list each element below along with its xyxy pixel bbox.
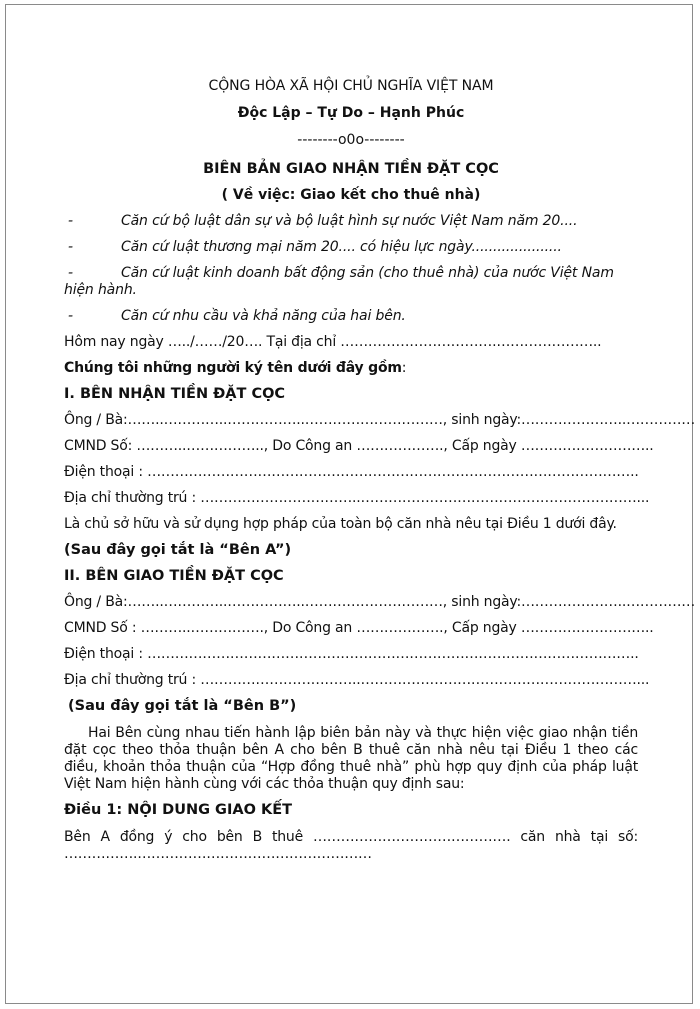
agreement-paragraph: Hai Bên cùng nhau tiến hành lập biên bản này và thực hiện việc giao nhận tiền đặt cọc theo thỏa thuận bên A cho bên B thuê căn nhà nêu tại Điều 1 theo các điều, khoản thỏa thuận của “Hợp đồng thuê nhà” phù hợp quy định của pháp luật Việt Nam hiện hành cùng với các thỏa thuận quy định sau: [64, 725, 638, 792]
party-b-alias: (Sau đây gọi tắt là “Bên B”) [68, 698, 297, 714]
intro-line [64, 360, 638, 377]
party-b-heading: II. BÊN GIAO TIỀN ĐẶT CỌC [64, 568, 284, 584]
intro-colon: : [401, 360, 407, 376]
motto: Độc Lập – Tự Do – Hạnh Phúc [237, 105, 465, 121]
article-1-heading: Điều 1: NỘI DUNG GIAO KẾT [64, 802, 292, 818]
party-b-id-line: CMND Số : ………..……………., Do Công an ………………., Cấp ngày ……………………….. [64, 620, 654, 636]
intro-text: Chúng tôi những người ký tên dưới đây gồm [64, 360, 402, 376]
document-subtitle: ( Về việc: Giao kết cho thuê nhà) [221, 187, 481, 203]
party-b-name-line: Ông / Bà:……..…………..……………..…………………………, sinh ngày:…………………..…………… [64, 594, 696, 610]
legal-basis-item [64, 239, 638, 256]
date-line: Hôm nay ngày …../……/20…. Tại địa chỉ …………………………….………………….. [64, 334, 602, 350]
party-a-id-line: CMND Số: ………..…………….., Do Công an ………………., Cấp ngày ……………………….. [64, 438, 654, 454]
legal-basis-item [64, 265, 638, 299]
legal-basis-text: Căn cứ luật thương mại năm 20.... có hiệu lực ngày..................... [121, 239, 562, 255]
legal-basis-item [64, 213, 638, 230]
party-b-phone-line: Điện thoại : …………………………………………………………………………………………….. [64, 646, 639, 662]
party-a-phone-line: Điện thoại : …………………………………………………………………………………………….. [64, 464, 639, 480]
party-a-alias: (Sau đây gọi tắt là “Bên A”) [64, 542, 292, 558]
article-1-text: Bên A đồng ý cho bên B thuê ……………………………………. căn nhà tại số: …………….…………………………………………… [64, 829, 638, 862]
legal-basis-text: Căn cứ bộ luật dân sự và bộ luật hình sự nước Việt Nam năm 20.... [121, 213, 578, 229]
party-a-heading: I. BÊN NHẬN TIỀN ĐẶT CỌC [64, 386, 286, 402]
document-page [5, 4, 696, 1004]
legal-basis-text: Căn cứ nhu cầu và khả năng của hai bên. [121, 308, 406, 324]
bullet-dash: - [68, 239, 73, 255]
bullet-dash: - [68, 308, 73, 324]
party-a-address-line: Địa chỉ thường trú : ……………………………..……………………………………………………... [64, 490, 650, 506]
document-body [64, 71, 696, 863]
party-a-name-line: Ông / Bà:……..…………..……………..…………………………, sinh ngày:…………………..…………… [64, 412, 696, 428]
legal-basis-item [64, 308, 638, 325]
party-a-owner-note: Là chủ sở hữu và sử dụng hợp pháp của toàn bộ căn nhà nêu tại Điều 1 dưới đây. [64, 516, 617, 532]
separator: --------o0o-------- [297, 132, 405, 148]
bullet-dash: - [68, 265, 73, 281]
legal-basis-text: Căn cứ luật kinh doanh bất động sản (cho thuê nhà) của nước Việt Nam hiện hành. [64, 265, 614, 298]
bullet-dash: - [68, 213, 73, 229]
party-b-address-line: Địa chỉ thường trú : ……………………………..……………………………………………………... [64, 672, 650, 688]
country-header: CỘNG HÒA XÃ HỘI CHỦ NGHĨA VIỆT NAM [208, 78, 494, 94]
document-title: BIÊN BẢN GIAO NHẬN TIỀN ĐẶT CỌC [203, 161, 499, 177]
